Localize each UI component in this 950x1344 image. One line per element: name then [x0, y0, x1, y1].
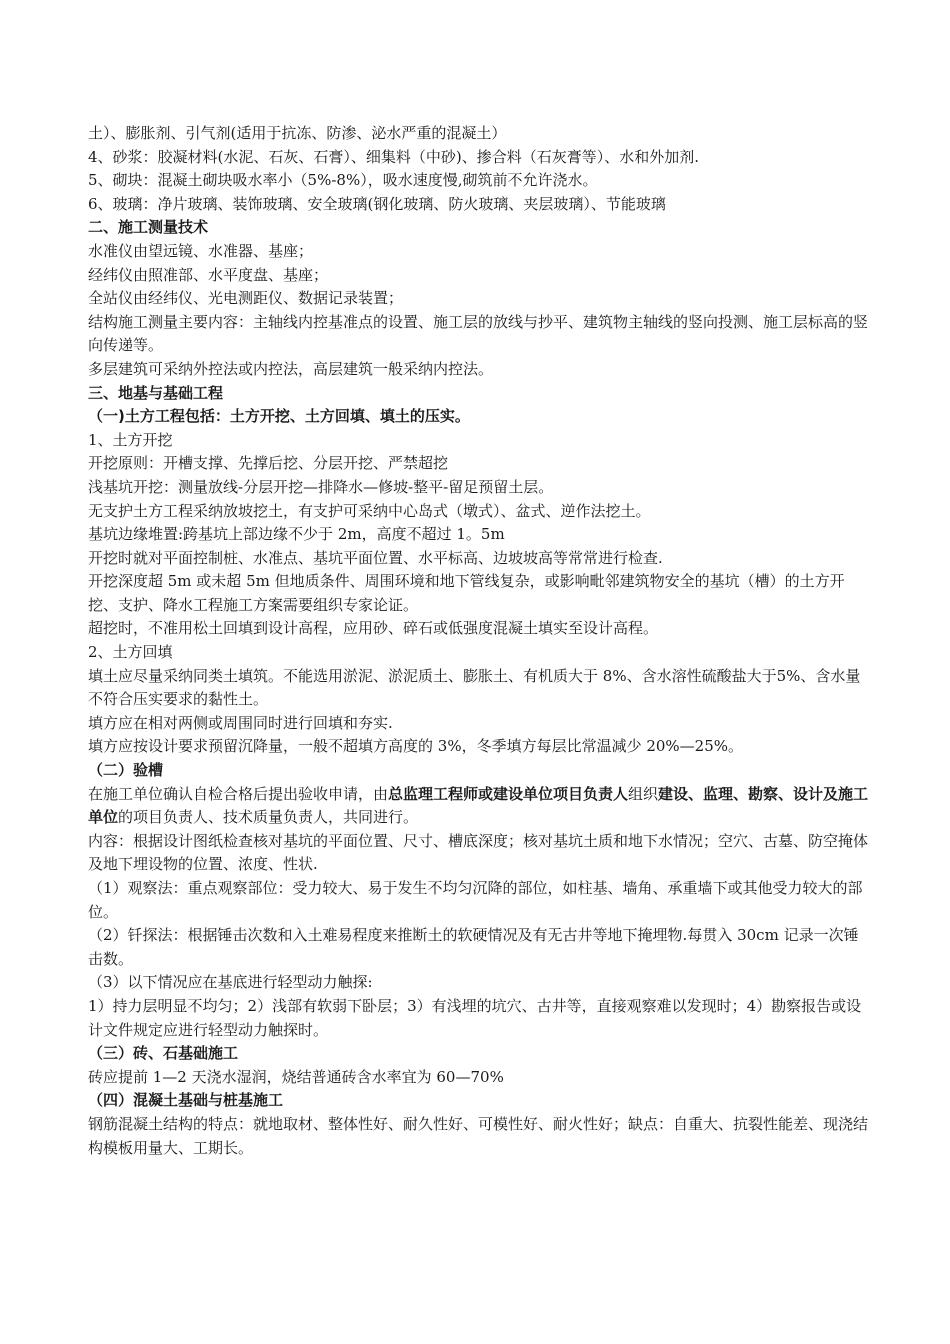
- text-line: 开挖时就对平面控制桩、水准点、基坑平面位置、水平标高、边坡坡高等常常进行检查.: [88, 548, 663, 567]
- text-line: 2、土方回填: [88, 643, 173, 662]
- text-line: 1、土方开挖: [88, 430, 173, 449]
- text-line: （3）以下情况应在基底进行轻型动力触探:: [88, 973, 373, 992]
- paragraph: 1）持力层明显不均匀；2）浅部有软弱下卧层；3）有浅埋的坑穴、古井等，直接观察难以发现时；4）勘察报告或设计文件规定应进行轻型动力触探时。: [88, 996, 862, 1039]
- text-run: 组织: [628, 784, 659, 803]
- text-line: 开挖原则：开槽支撑、先撑后挖、分层开挖、严禁超挖: [88, 454, 449, 473]
- paragraph: 填土应尽量采纳同类土填筑。不能选用淤泥、淤泥质土、膨胀土、有机质大于 8%、含水溶性硫酸盐大于5%、含水量不符合压实要求的黏性土。: [88, 666, 861, 709]
- text-line: 经纬仪由照准部、水平度盘、基座；: [88, 265, 329, 284]
- paragraph: （2）钎探法：根据锤击次数和入土难易程度来推断土的软硬情况及有无古井等地下掩埋物.每贯入 30cm 记录一次锤击数。: [88, 926, 859, 968]
- paragraph-mixed: [88, 783, 870, 830]
- text-line: 土）、膨胀剂、引气剂(适用于抗冻、防渗、泌水严重的混凝土）: [88, 124, 507, 142]
- paragraph: （1）观察法：重点观察部位：受力较大、易于发生不均匀沉降的部位，如柱基、墙角、承重墙下或其他受力较大的部位。: [88, 879, 863, 921]
- paragraph: 钢筋混凝土结构的特点：就地取材、整体性好、耐久性好、可模性好、耐火性好；缺点：自重大、抗裂性能差、现浇结构模板用量大、工期长。: [88, 1114, 869, 1157]
- section-heading: 三、地基与基础工程: [88, 383, 224, 402]
- paragraph: 结构施工测量主要内容：主轴线内控基准点的设置、施工层的放线与抄平、建筑物主轴线的竖向投测、施工层标高的竖向传递等。: [88, 312, 869, 355]
- bold-run: 总监理工程师或建设单位项目负责人: [388, 784, 629, 803]
- paragraph: 开挖深度超 5m 或未超 5m 但地质条件、周围环境和地下管线复杂，或影响毗邻建筑物安全的基坑（槽）的土方开挖、支护、降水工程施工方案需要组织专家论证。: [88, 572, 845, 614]
- subsection-heading: （一)土方工程包括：土方开挖、土方回填、填土的压实。: [88, 407, 470, 426]
- text-run: 在施工单位确认自检合格后提出验收申请，由: [88, 784, 389, 803]
- paragraph: 内容：根据设计图纸检查核对基坑的平面位置、尺寸、槽底深度；核对基坑土质和地下水情况；空穴、古墓、防空掩体及地下埋设物的位置、浓度、性状.: [88, 831, 869, 874]
- section-heading: 二、施工测量技术: [88, 218, 209, 237]
- text-run: 的项目负责人、技术质量负责人，共同进行。: [118, 808, 419, 827]
- bold-run: 建设、监理、勘察、设计及施工单位: [88, 784, 869, 827]
- subsection-heading: （二）验槽: [88, 761, 164, 780]
- text-line: 5、砌块：混凝土砌块吸水率小（5%-8%），吸水速度慢,砌筑前不允许浇水。: [88, 171, 598, 190]
- subsection-heading: （四）混凝土基础与桩基施工: [88, 1091, 284, 1110]
- text-line: 多层建筑可采纳外控法或内控法，高层建筑一般采纳内控法。: [88, 359, 494, 378]
- text-line: 6、玻璃：净片玻璃、装饰玻璃、安全玻璃(钢化玻璃、防火玻璃、夹层玻璃）、节能玻璃: [88, 194, 666, 213]
- text-line: 填方应在相对两侧或周围同时进行回填和夯实.: [88, 713, 393, 732]
- text-line: 无支护土方工程采纳放坡挖土，有支护可采纳中心岛式（墩式）、盆式、逆作法挖土。: [88, 501, 651, 520]
- text-line: 砖应提前 1—2 天浇水湿润，烧结普通砖含水率宜为 60—70%: [88, 1067, 504, 1086]
- text-line: 超挖时，不准用松土回填到设计高程，应用砂、碎石或低强度混凝土填实至设计高程。: [88, 619, 659, 638]
- text-line: 填方应按设计要求预留沉降量，一般不超填方高度的 3%，冬季填方每层比常温减少 20%—25%。: [88, 737, 744, 756]
- text-line: 浅基坑开挖：测量放线-分层开挖—排降水—修坡-整平-留足预留土层。: [88, 477, 554, 496]
- text-line: 基坑边缘堆置:跨基坑上部边缘不少于 2m，高度不超过 1。5m: [88, 525, 505, 544]
- text-line: 4、砂浆：胶凝材料(水泥、石灰、石膏）、细集料（中砂)、掺合料（石灰膏等）、水和外加剂.: [88, 147, 700, 166]
- text-line: 水准仪由望远镜、水准器、基座；: [88, 241, 314, 260]
- text-line: 全站仪由经纬仪、光电测距仪、数据记录装置；: [88, 289, 404, 308]
- subsection-heading: （三）砖、石基础施工: [88, 1044, 239, 1063]
